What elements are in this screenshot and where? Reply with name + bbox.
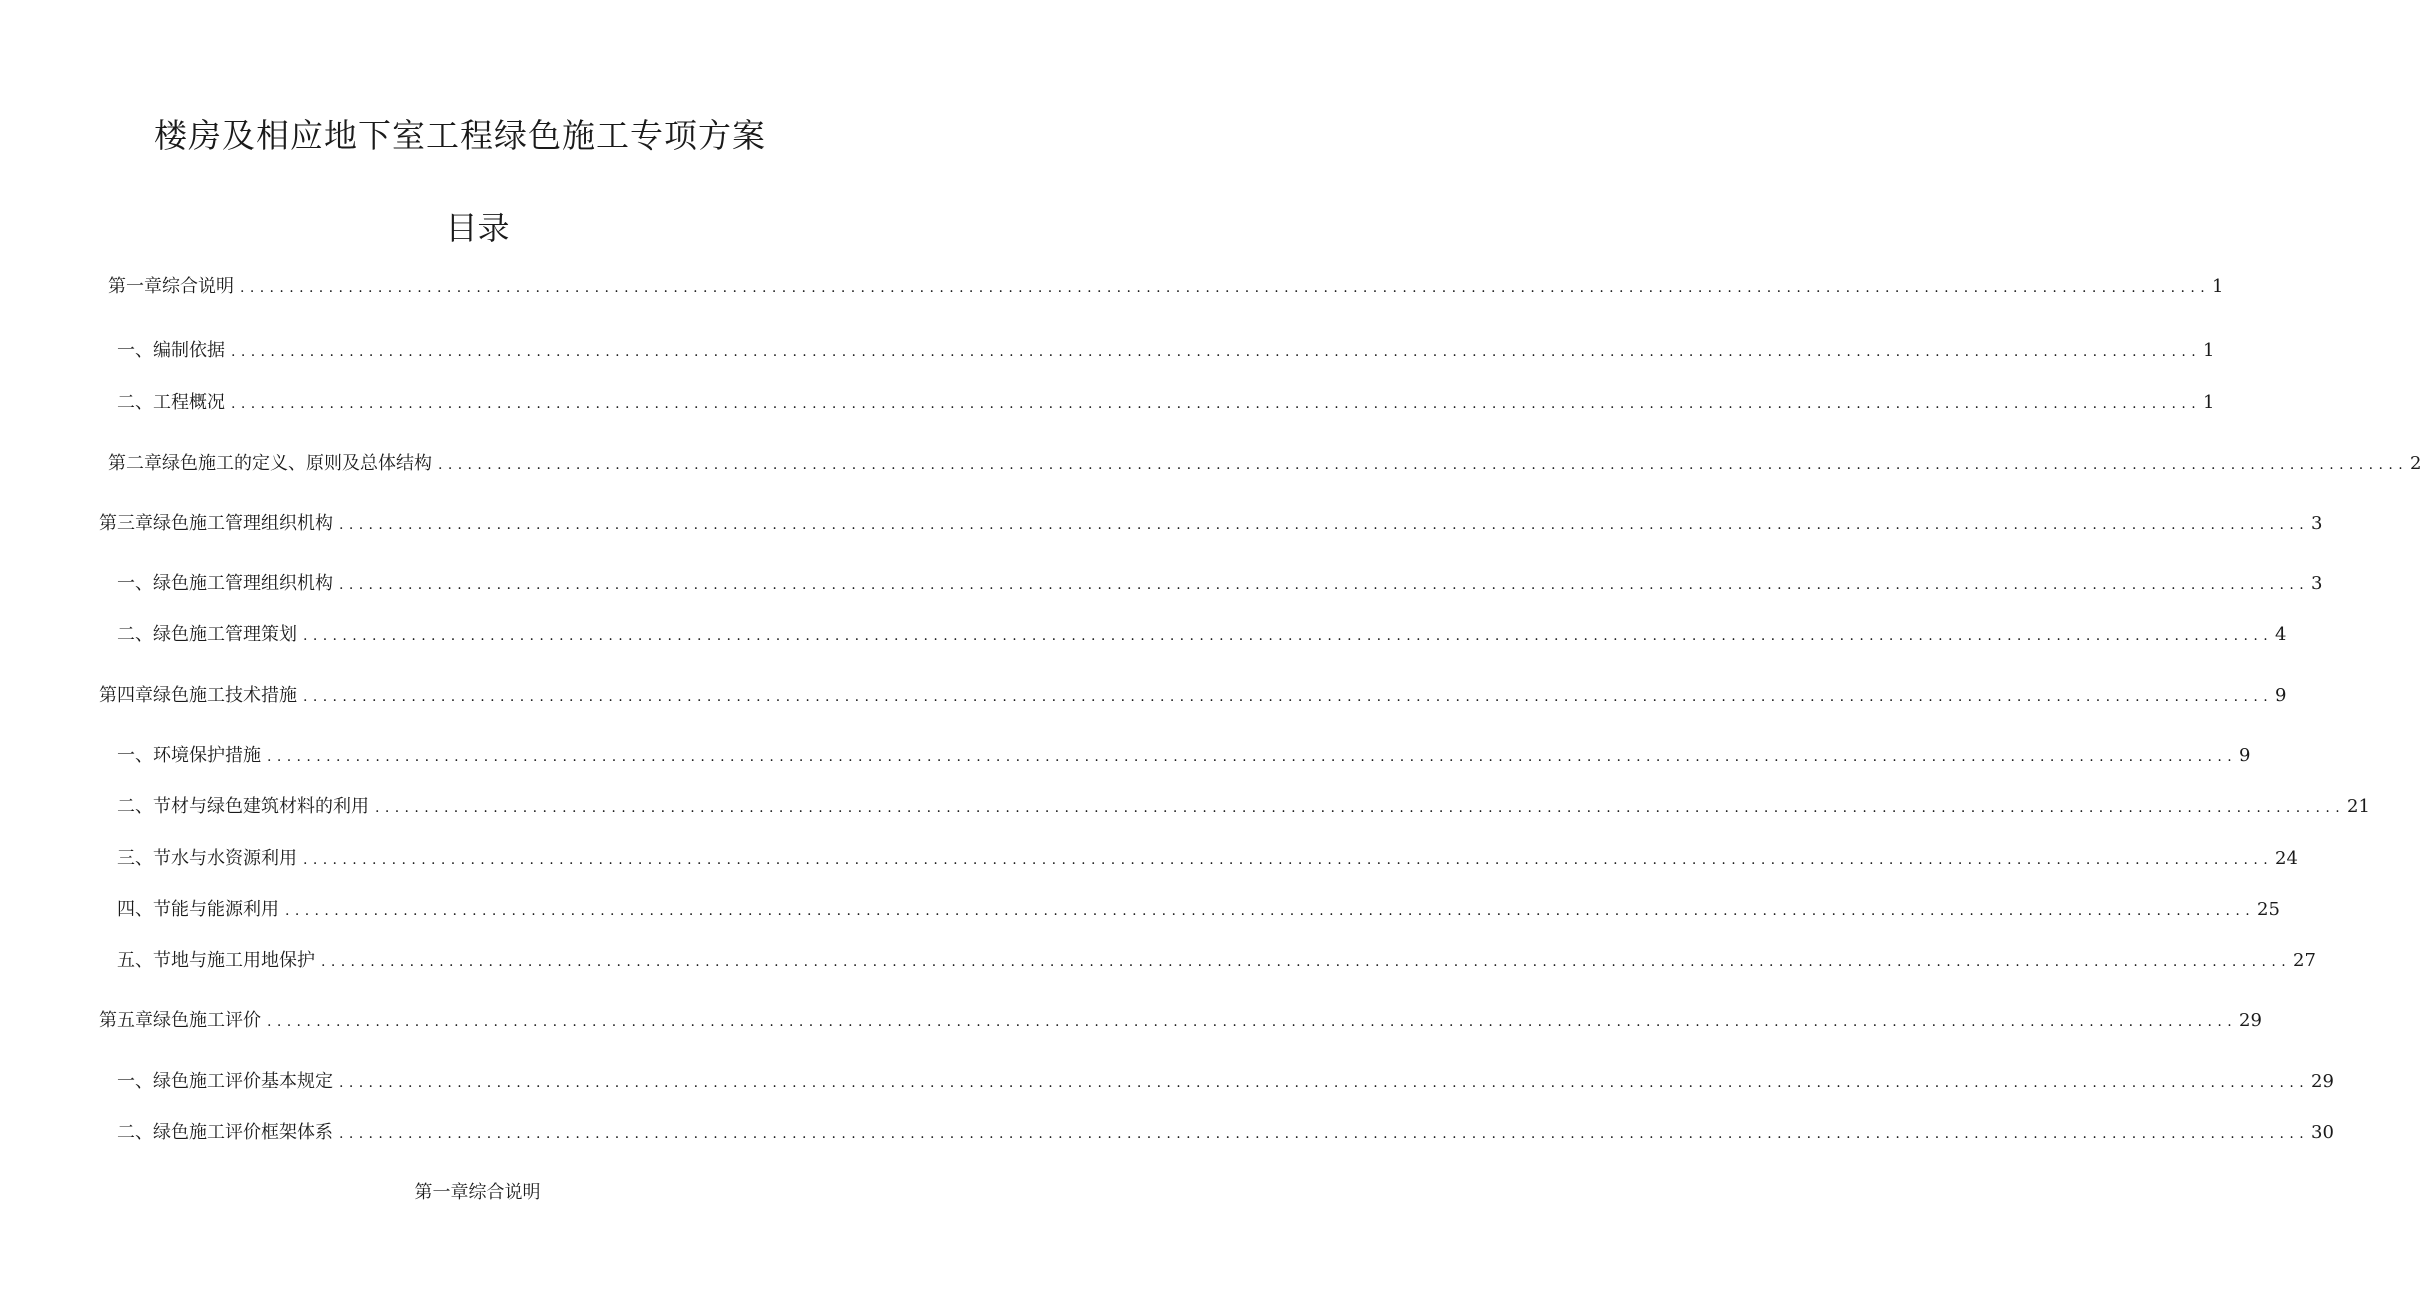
toc-entry-label: 第一章综合说明 — [108, 276, 234, 297]
toc-entry-page: 29 — [2239, 1010, 2262, 1031]
toc-entry-label: 一、环境保护措施 — [117, 745, 261, 766]
toc-entry-page: 4 — [2275, 624, 2287, 645]
toc-entry-page: 30 — [2311, 1122, 2334, 1143]
toc-entry-section-4-5[interactable] — [117, 947, 2316, 975]
toc-dot-leader: ........................................................................................................................................................................................................ — [240, 280, 2211, 296]
toc-entry-label: 五、节地与施工用地保护 — [117, 950, 315, 971]
toc-entry-section-1-2[interactable] — [117, 389, 2215, 417]
toc-entry-label: 二、绿色施工管理策划 — [117, 624, 297, 645]
toc-entry-page: 24 — [2275, 848, 2298, 869]
toc-entry-chapter-4[interactable] — [99, 682, 2287, 710]
toc-dot-leader: ........................................................................................................................................................................................................ — [267, 749, 2238, 765]
toc-entry-label: 三、节水与水资源利用 — [117, 848, 297, 869]
toc-dot-leader: ........................................................................................................................................................................................................ — [267, 1014, 2238, 1030]
toc-entry-section-3-1[interactable] — [117, 570, 2323, 598]
toc-entry-section-1-1[interactable] — [117, 337, 2215, 365]
toc-entry-chapter-3[interactable] — [99, 510, 2323, 538]
toc-entry-label: 第二章绿色施工的定义、原则及总体结构 — [108, 453, 432, 474]
section-heading: 第一章综合说明 — [414, 1182, 541, 1203]
toc-dot-leader: ........................................................................................................................................................................................................ — [231, 344, 2202, 360]
toc-dot-leader: ........................................................................................................................................................................................................ — [303, 628, 2274, 644]
toc-dot-leader: ........................................................................................................................................................................................................ — [339, 1126, 2310, 1142]
toc-dot-leader: ........................................................................................................................................................................................................ — [321, 954, 2292, 970]
toc-entry-page: 21 — [2347, 796, 2370, 817]
document-title: 楼房及相应地下室工程绿色施工专项方案 — [154, 116, 766, 155]
toc-entry-label: 第五章绿色施工评价 — [99, 1010, 261, 1031]
toc-entry-section-4-3[interactable] — [117, 845, 2298, 873]
toc-entry-label: 四、节能与能源利用 — [117, 899, 279, 920]
toc-entry-chapter-1[interactable] — [108, 273, 2224, 301]
toc-entry-label: 第四章绿色施工技术措施 — [99, 685, 297, 706]
toc-entry-chapter-5[interactable] — [99, 1007, 2262, 1035]
toc-entry-label: 第三章绿色施工管理组织机构 — [99, 513, 333, 534]
toc-entry-section-3-2[interactable] — [117, 621, 2287, 649]
toc-entry-label: 一、编制依据 — [117, 340, 225, 361]
toc-entry-section-5-2[interactable] — [117, 1119, 2334, 1147]
toc-entry-page: 9 — [2275, 685, 2287, 706]
toc-entry-section-4-4[interactable] — [117, 896, 2280, 924]
toc-entry-label: 二、工程概况 — [117, 392, 225, 413]
toc-dot-leader: ........................................................................................................................................................................................................ — [303, 689, 2274, 705]
toc-dot-leader: ........................................................................................................................................................................................................ — [231, 396, 2202, 412]
toc-entry-page: 1 — [2203, 392, 2215, 413]
toc-entry-section-5-1[interactable] — [117, 1068, 2334, 1096]
toc-dot-leader: ........................................................................................................................................................................................................ — [303, 852, 2274, 868]
toc-entry-page: 1 — [2212, 276, 2224, 297]
toc-dot-leader: ........................................................................................................................................................................................................ — [339, 517, 2310, 533]
toc-entry-page: 2 — [2410, 453, 2422, 474]
toc-dot-leader: ........................................................................................................................................................................................................ — [375, 800, 2346, 816]
toc-entry-label: 一、绿色施工评价基本规定 — [117, 1071, 333, 1092]
toc-entry-page: 9 — [2239, 745, 2251, 766]
toc-entry-label: 二、节材与绿色建筑材料的利用 — [117, 796, 369, 817]
toc-entry-chapter-2[interactable] — [108, 450, 2422, 478]
toc-entry-page: 3 — [2311, 513, 2323, 534]
toc-entry-page: 27 — [2293, 950, 2316, 971]
toc-entry-label: 二、绿色施工评价框架体系 — [117, 1122, 333, 1143]
toc-dot-leader: ........................................................................................................................................................................................................ — [339, 1075, 2310, 1091]
toc-entry-page: 25 — [2257, 899, 2280, 920]
toc-entry-page: 1 — [2203, 340, 2215, 361]
toc-dot-leader: ........................................................................................................................................................................................................ — [438, 457, 2409, 473]
toc-entry-section-4-2[interactable] — [117, 793, 2370, 821]
toc-dot-leader: ........................................................................................................................................................................................................ — [339, 577, 2310, 593]
toc-heading: 目录 — [445, 209, 510, 247]
toc-dot-leader: ........................................................................................................................................................................................................ — [285, 903, 2256, 919]
toc-entry-label: 一、绿色施工管理组织机构 — [117, 573, 333, 594]
toc-entry-section-4-1[interactable] — [117, 742, 2251, 770]
toc-entry-page: 3 — [2311, 573, 2323, 594]
toc-entry-page: 29 — [2311, 1071, 2334, 1092]
